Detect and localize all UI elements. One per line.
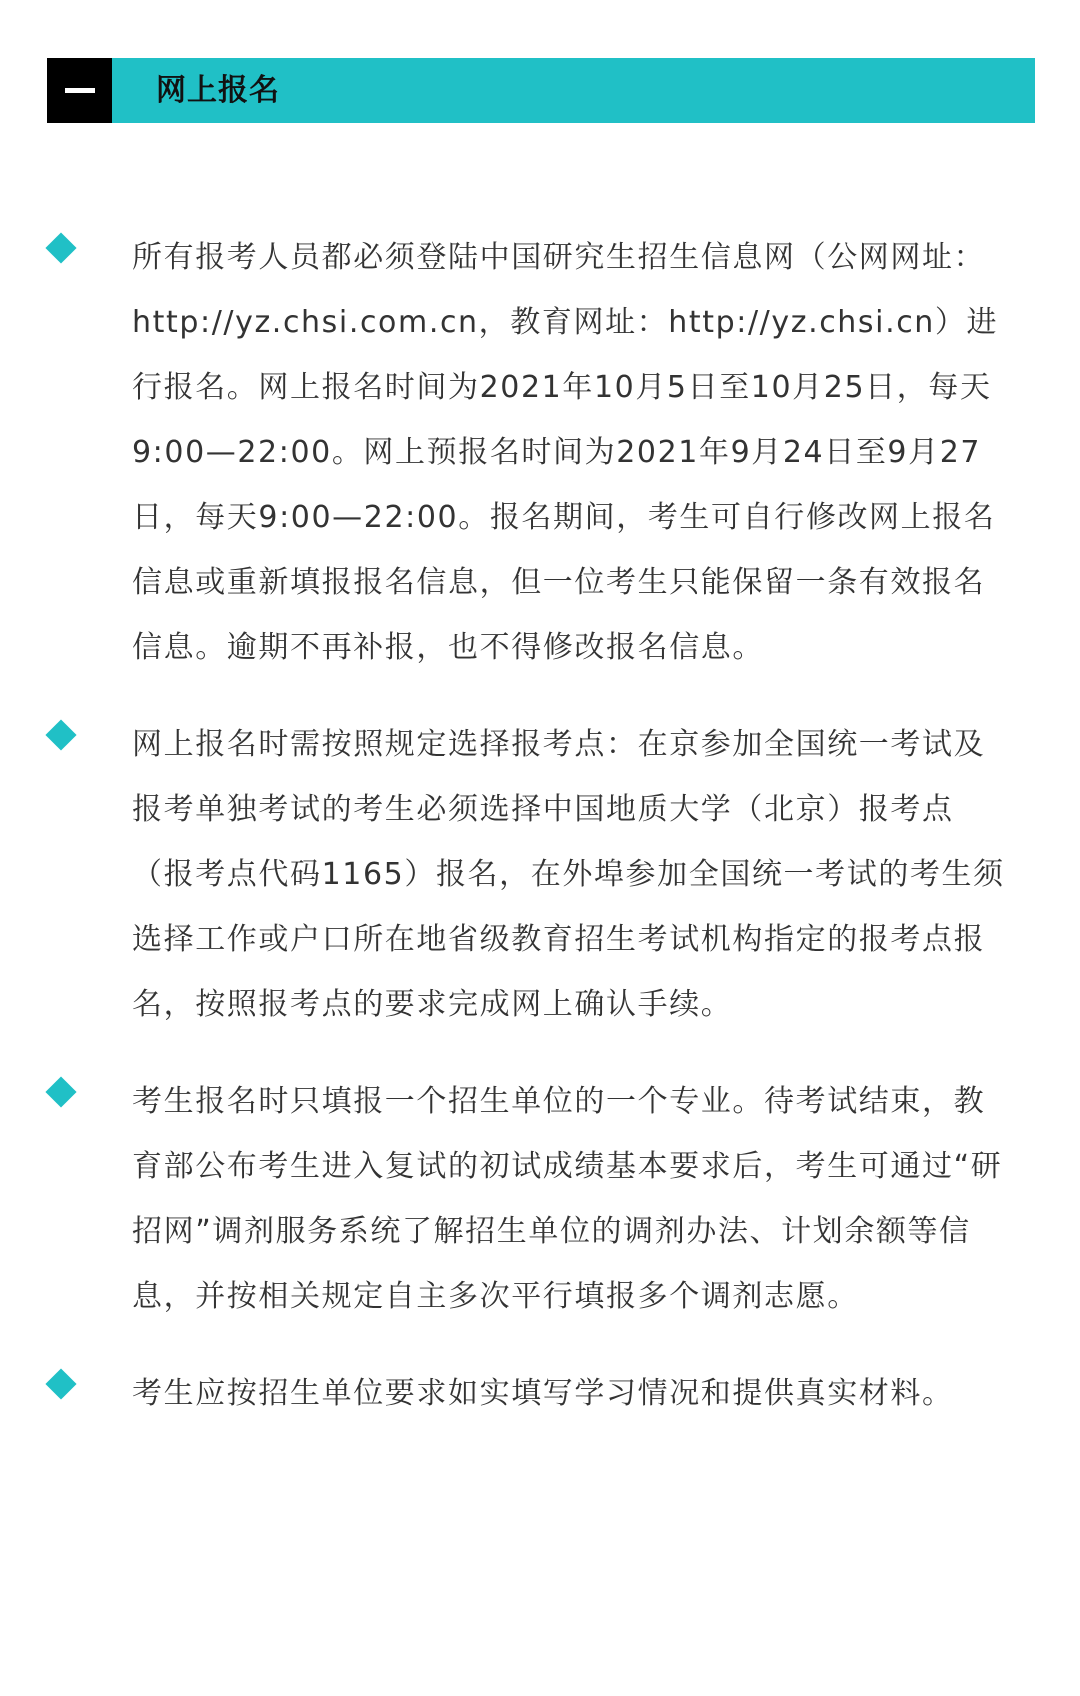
diamond-bullet-icon xyxy=(45,232,76,263)
section-number-badge xyxy=(47,58,112,123)
diamond-bullet-icon xyxy=(45,1368,76,1399)
bullet-text: 考生应按招生单位要求如实填写学习情况和提供真实材料。 xyxy=(132,1376,954,1411)
section-header xyxy=(47,58,1035,123)
section-title: 网上报名 xyxy=(156,73,280,108)
diamond-bullet-icon xyxy=(45,1076,76,1107)
bullet-text: 考生报名时只填报一个招生单位的一个专业。待考试结束，教育部公布考生进入复试的初试成绩基本要求后，考生可通过“研招网”调剂服务系统了解招生单位的调剂办法、计划余额等信息，并按相关规定自主多次平行填报多个调剂志愿。 xyxy=(132,1084,1003,1314)
list-item xyxy=(0,225,1080,680)
bullet-text: 网上报名时需按照规定选择报考点：在京参加全国统一考试及报考单独考试的考生必须选择中国地质大学（北京）报考点（报考点代码1165）报名，在外埠参加全国统一考试的考生须选择工作或户口所在地省级教育招生考试机构指定的报考点报名，按照报考点的要求完成网上确认手续。 xyxy=(132,727,1005,1022)
section-number-glyph xyxy=(65,88,95,93)
list-item xyxy=(0,712,1080,1037)
bullet-text: 所有报考人员都必须登陆中国研究生招生信息网（公网网址：http://yz.chsi.com.cn，教育网址：http://yz.chsi.cn）进行报名。网上报名时间为2021年10月5日至10月25日，每天9:00—22:00。网上预报名时间为2021年9月24日至9月27日，每天9:00—22:00。报名期间，考生可自行修改网上报名信息或重新填报报名信息，但一位考生只能保留一条有效报名信息。逾期不再补报，也不得修改报名信息。 xyxy=(132,240,999,665)
list-item xyxy=(0,1361,1080,1426)
bullet-list xyxy=(0,225,1080,1458)
list-item xyxy=(0,1069,1080,1329)
diamond-bullet-icon xyxy=(45,719,76,750)
